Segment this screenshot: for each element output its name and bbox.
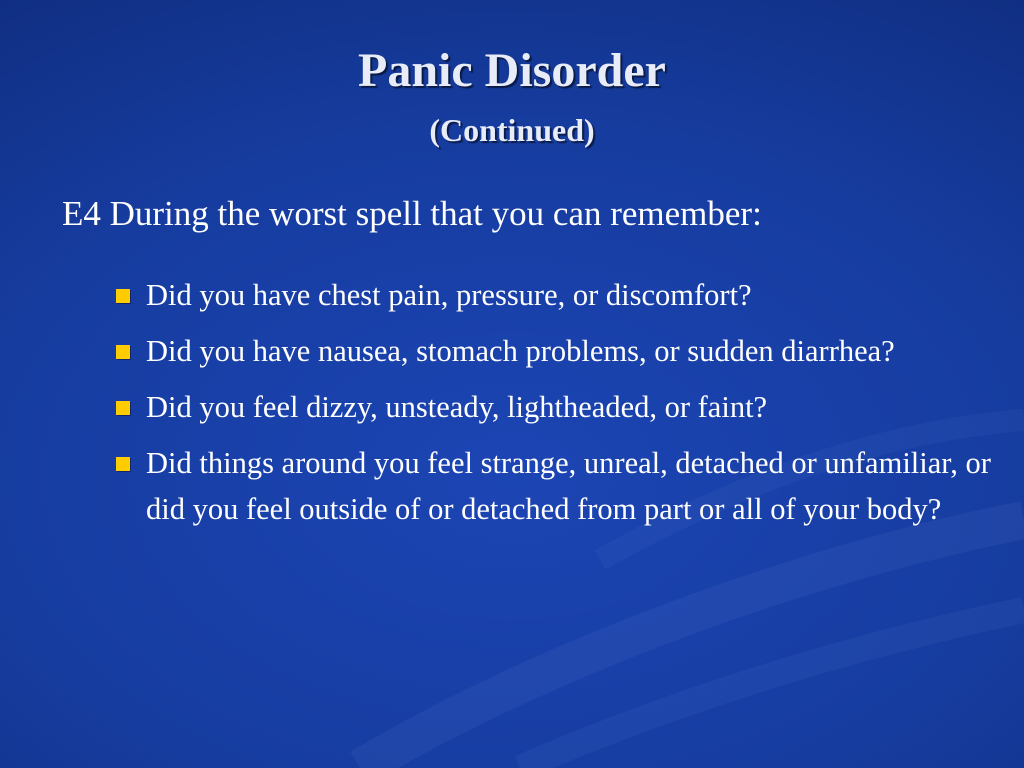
square-bullet-icon [116,289,130,303]
list-item [112,272,992,318]
list-item [112,328,992,374]
square-bullet-icon [116,401,130,415]
square-bullet-icon [116,457,130,471]
slide-subtitle: (Continued) [429,112,595,148]
list-item [112,440,992,532]
slide-title: Panic Disorder [358,44,666,97]
bullet-text: Did you have nausea, stomach problems, or sudden diarrhea? [146,334,895,368]
square-bullet-icon [116,345,130,359]
list-item [112,384,992,430]
bullet-list [112,272,992,542]
bullet-text: Did things around you feel strange, unreal, detached or unfamiliar, or did you feel outside of or detached from part or all of your body? [146,446,991,526]
question-heading: E4 During the worst spell that you can remember: [62,194,762,233]
bullet-text: Did you have chest pain, pressure, or discomfort? [146,278,752,312]
bullet-text: Did you feel dizzy, unsteady, lightheaded, or faint? [146,390,768,424]
